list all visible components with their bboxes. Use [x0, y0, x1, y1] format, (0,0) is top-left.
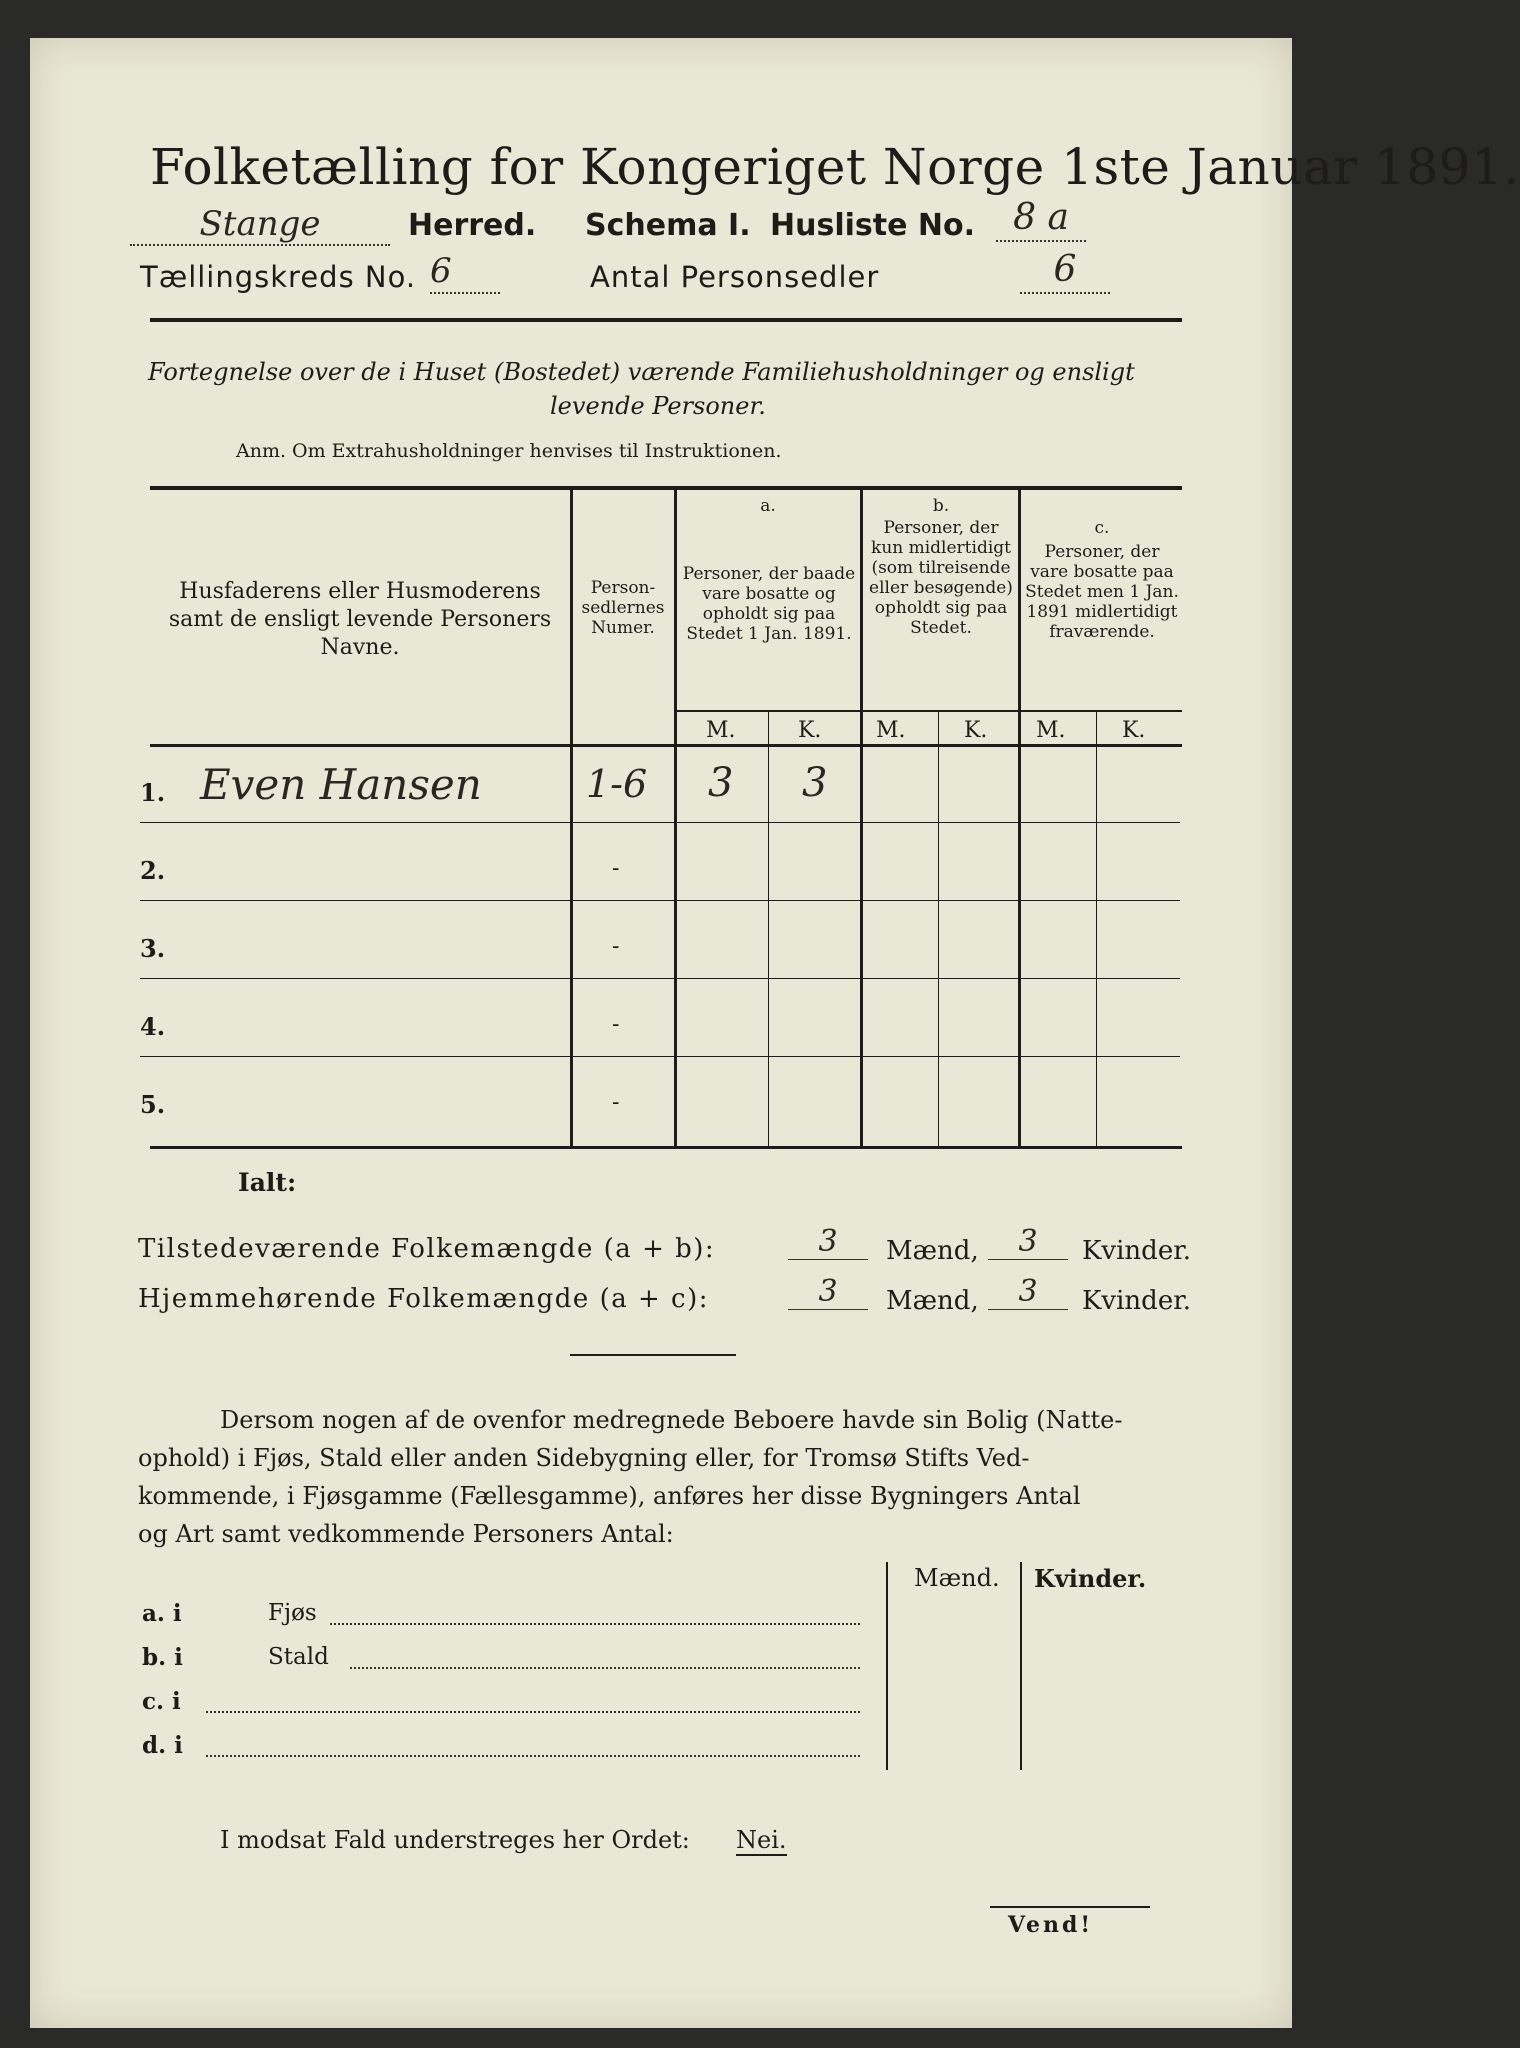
table-bottom-rule — [150, 1146, 1182, 1149]
building-item-dots — [206, 1754, 860, 1757]
col-b-header: Personer, der kun midlertidigt (som tilreisende eller besøgende) opholdt sig paa Stedet. — [869, 518, 1013, 638]
mk-subrule — [677, 710, 1182, 712]
a-k-label: K. — [798, 718, 822, 743]
schema-label: Schema I. — [585, 208, 751, 243]
row-number: 4. — [140, 1012, 166, 1041]
building-item-text: Fjøs — [268, 1600, 317, 1626]
row-a-k: 3 — [802, 760, 828, 806]
personsedler-value: 6 — [1020, 248, 1110, 294]
total-present-women: 3 — [988, 1224, 1068, 1260]
row-num: - — [612, 1012, 620, 1037]
note-line-3: kommende, i Fjøsgamme (Fællesgamme), anføres her disse Bygningers Antal — [138, 1482, 1081, 1510]
herred-label: Herred. — [408, 208, 537, 243]
building-item-dots — [350, 1666, 860, 1669]
maend-label-2: Mænd, — [886, 1286, 979, 1316]
building-item-dots — [330, 1622, 860, 1625]
building-item-label: b. i — [142, 1644, 183, 1671]
modsat-text: I modsat Fald understreges her Ordet: — [220, 1826, 690, 1854]
maend-label-1: Mænd, — [886, 1236, 979, 1266]
note-line-1: Dersom nogen af de ovenfor medregnede Beboere havde sin Bolig (Natte- — [220, 1406, 1123, 1434]
row-number: 3. — [140, 934, 166, 963]
census-form-page — [30, 38, 1520, 2028]
a-mk-divider — [768, 712, 769, 1146]
col-a-letter: a. — [760, 496, 776, 516]
row-line — [140, 1056, 1180, 1057]
vend-label: Vend! — [1008, 1912, 1094, 1938]
c-mk-divider — [1096, 712, 1097, 1146]
col-c-letter: c. — [1094, 518, 1110, 538]
row-number: 2. — [140, 856, 166, 885]
kreds-label: Tællingskreds No. — [140, 260, 417, 294]
col-divider-3 — [860, 490, 863, 1146]
col-num-header: Person-sedlernes Numer. — [581, 578, 665, 638]
c-m-label: M. — [1036, 718, 1066, 743]
total-resident-label: Hjemmehørende Folkemængde (a + c): — [138, 1284, 709, 1314]
vend-rule — [990, 1906, 1150, 1908]
row-number: 1. — [140, 778, 166, 807]
row-a-m: 3 — [708, 760, 734, 806]
ialt-label: Ialt: — [238, 1168, 297, 1197]
c-k-label: K. — [1122, 718, 1146, 743]
personsedler-label: Antal Personsedler — [590, 260, 880, 294]
building-item-text: Stald — [268, 1644, 329, 1670]
building-divider-2 — [1020, 1562, 1022, 1770]
nei-word: Nei. — [736, 1826, 787, 1854]
building-item-label: c. i — [142, 1688, 181, 1715]
table-header-rule — [150, 744, 1182, 747]
row-num: - — [612, 856, 620, 881]
col-a-header: Personer, der baade vare bosatte og opholdt sig paa Stedet 1 Jan. 1891. — [682, 564, 856, 644]
anm-note: Anm. Om Extrahusholdninger henvises til Instruktionen. — [236, 440, 782, 462]
building-men-header: Mænd. — [914, 1564, 1000, 1592]
husliste-value: 8 a — [996, 196, 1086, 242]
kreds-value: 6 — [430, 250, 500, 294]
row-name: Even Hansen — [200, 760, 482, 809]
total-resident-women: 3 — [988, 1274, 1068, 1310]
col-c-header: Personer, der vare bosatte paa Stedet men 1 Jan. 1891 midlertidigt fraværende. — [1025, 542, 1179, 642]
header-rule — [150, 318, 1182, 322]
building-item-dots — [206, 1710, 860, 1713]
note-line-4: og Art samt vedkommende Personers Antal: — [138, 1520, 674, 1548]
herred-value: Stange — [130, 204, 390, 246]
table-top-rule — [150, 486, 1182, 490]
building-divider-1 — [886, 1562, 888, 1770]
building-item-label: a. i — [142, 1600, 182, 1627]
row-line — [140, 822, 1180, 823]
row-num: - — [612, 934, 620, 959]
form-title: Folketælling for Kongeriget Norge 1ste Januar 1891. — [150, 138, 1520, 196]
kvinder-label-2: Kvinder. — [1082, 1286, 1192, 1316]
col-b-letter: b. — [932, 496, 950, 516]
husliste-label: Husliste No. — [770, 208, 975, 243]
row-line — [140, 978, 1180, 979]
row-num: 1-6 — [586, 762, 648, 806]
b-k-label: K. — [964, 718, 988, 743]
building-women-header: Kvinder. — [1034, 1564, 1147, 1593]
total-present-men: 3 — [788, 1224, 868, 1260]
total-resident-men: 3 — [788, 1274, 868, 1310]
kvinder-label-1: Kvinder. — [1082, 1236, 1192, 1266]
col-divider-2 — [674, 490, 677, 1146]
intro-line-1: Fortegnelse over de i Huset (Bostedet) værende Familiehusholdninger og ensligt — [148, 358, 1135, 386]
b-mk-divider — [938, 712, 939, 1146]
total-present-label: Tilstedeværende Folkemængde (a + b): — [138, 1234, 716, 1264]
col-divider-1 — [570, 490, 573, 1146]
intro-line-2: levende Personer. — [550, 392, 766, 420]
separator — [570, 1354, 736, 1356]
row-line — [140, 900, 1180, 901]
row-num: - — [612, 1090, 620, 1115]
col-divider-4 — [1018, 490, 1021, 1146]
a-m-label: M. — [706, 718, 736, 743]
col-name-header: Husfaderens eller Husmoderens samt de ensligt levende Personers Navne. — [168, 579, 552, 660]
b-m-label: M. — [876, 718, 906, 743]
building-item-label: d. i — [142, 1732, 183, 1759]
note-line-2: ophold) i Fjøs, Stald eller anden Sidebygning eller, for Tromsø Stifts Ved- — [138, 1444, 1030, 1472]
row-number: 5. — [140, 1090, 166, 1119]
